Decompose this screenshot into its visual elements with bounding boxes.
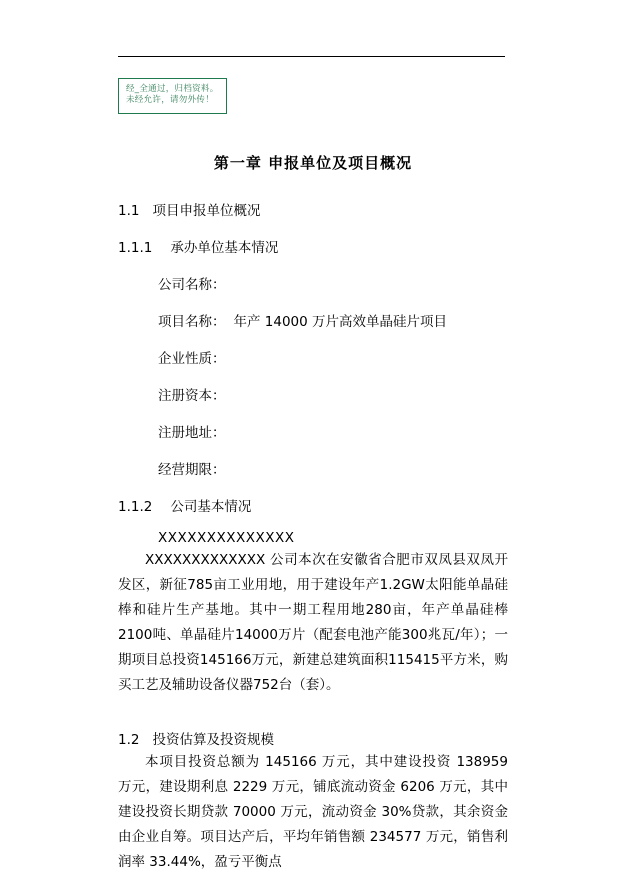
section-title-1-1: 项目申报单位概况 [152,202,261,219]
section-number-1-2: 1.2 [118,731,140,748]
stamp-line-2: 未经允许，请勿外传！ [126,95,215,106]
header-rule [118,56,505,57]
field-operating-period [118,458,508,478]
field-label-operating-period: 经营期限： [158,461,226,478]
masked-company-line: XXXXXXXXXXXXXX [158,529,295,546]
chapter-title: 第一章 申报单位及项目概况 [213,153,413,172]
document-content [118,78,508,875]
watermark-stamp [118,78,227,114]
section-title-1-2: 投资估算及投资规模 [152,731,274,748]
field-label-registered-capital: 注册资本： [158,387,226,404]
section-heading-1-1-1 [118,236,508,256]
section-heading-1-1-2 [118,495,508,515]
paragraph-investment-estimate: 本项目投资总额为 145166 万元，其中建设投资 138959 万元，建设期利息 2229 万元，铺底流动资金 6206 万元，其中建设投资长期贷款 70000 万元，流动资金 30%贷款，其余资金由企业自筹。项目达产后，平均年销售额 234577 万元，销售利润率 33.44%，盈亏平衡点 [118,753,508,870]
section-title-1-1-1: 承办单位基本情况 [170,239,279,256]
field-registered-capital [118,384,508,404]
paragraph-company-overview: XXXXXXXXXXXXX 公司本次在安徽省合肥市双凤县双凤开发区，新征785亩工业用地，用于建设年产1.2GW太阳能单晶硅棒和硅片生产基地。其中一期工程用地280亩，年产单晶硅棒2100吨、单晶硅片14000万片（配套电池产能300兆瓦/年）；一期项目总投资145166万元，新建总建筑面积115415平方米，购买工艺及辅助设备仪器752台（套）。 [118,551,508,693]
section-number-1-1-1: 1.1.1 [118,239,153,256]
section-number-1-1: 1.1 [118,202,140,219]
section-title-1-1-2: 公司基本情况 [170,498,252,515]
field-label-project-name: 项目名称： [158,313,226,330]
field-project-name [118,310,508,330]
field-enterprise-type [118,347,508,367]
section-heading-1-1 [118,199,508,219]
field-registered-address [118,421,508,441]
field-label-registered-address: 注册地址： [158,424,226,441]
stamp-line-1: 经_全通过，归档资料。 [126,84,219,94]
section-heading-1-2 [118,728,508,748]
field-company-name [118,273,508,293]
field-value-project-name: 年产 14000 万片高效单晶硅片项目 [233,313,448,330]
field-label-enterprise-type: 企业性质： [158,350,226,367]
field-label-company-name: 公司名称： [158,276,226,293]
section-number-1-1-2: 1.1.2 [118,498,153,515]
